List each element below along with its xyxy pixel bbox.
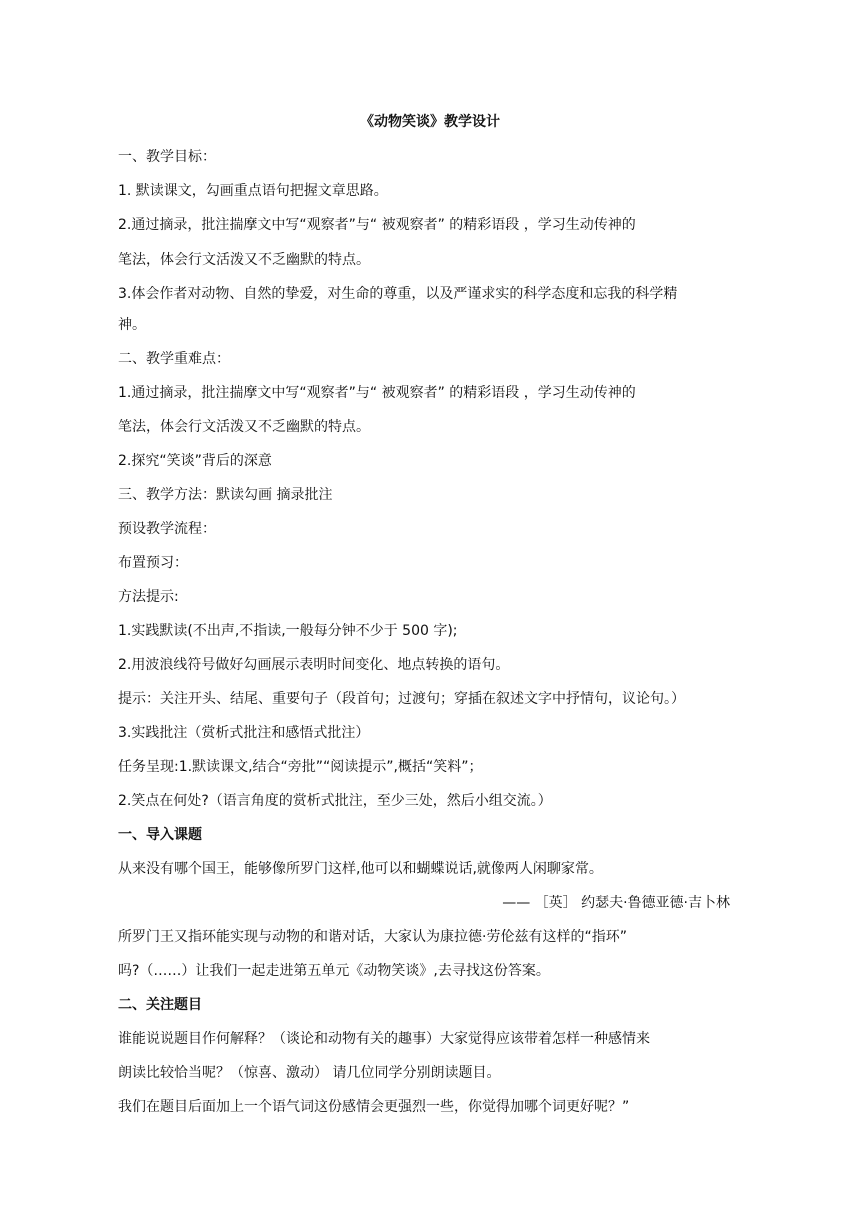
method-tip-2: 2.用波浪线符号做好勾画展示表明时间变化、地点转换的语句。 [118,657,510,673]
intro-paragraph-cont: 吗?（……）让我们一起走进第五单元《动物笑谈》,去寻找这份答案。 [118,963,550,979]
document-title: 《动物笑谈》教学设计 [360,114,500,130]
title-focus-paragraph-cont: 朗读比较恰当呢？（惊喜、激动） 请几位同学分别朗读题目。 [118,1065,501,1081]
section-heading-title-focus: 二、关注题目 [118,997,202,1013]
title-focus-paragraph: 谁能说说题目作何解释？（谈论和动物有关的趣事）大家觉得应该带着怎样一种感情来 [118,1031,650,1047]
method-tip-3: 3.实践批注（赏析式批注和感悟式批注） [118,725,370,741]
intro-paragraph: 所罗门王又指环能实现与动物的和谐对话，大家认为康拉德·劳伦兹有这样的“指环” [118,929,627,945]
hint-line: 提示：关注开头、结尾、重要句子（段首句；过渡句；穿插在叙述文字中抒情句，议论句。） [118,691,685,707]
objective-1: 1. 默读课文，勾画重点语句把握文章思路。 [118,183,388,199]
quote-line: 从来没有哪个国王，能够像所罗门这样,他可以和蝴蝶说话,就像两人闲聊家常。 [118,861,603,877]
task-line-1: 任务呈现:1.默读课文,结合“旁批”“阅读提示”,概括“笑料”； [118,759,483,775]
process-heading: 预设教学流程： [118,521,216,537]
quote-attribution: —— ［英］ 约瑟夫·鲁德亚德·吉卜林 [502,895,730,911]
task-line-2: 2.笑点在何处?（语言角度的赏析式批注，至少三处，然后小组交流。） [118,793,552,809]
objective-3-cont: 神。 [118,317,146,333]
method-tips-heading: 方法提示: [118,589,179,605]
objective-2: 2.通过摘录，批注揣摩文中写“观察者”与“ 被观察者” 的精彩语段 ，学习生动传神的 [118,217,636,233]
key-point-1-cont: 笔法，体会行文活泼又不乏幽默的特点。 [118,419,370,435]
preview-heading: 布置预习： [118,555,188,571]
section-heading-methods: 三、教学方法：默读勾画 摘录批注 [118,487,333,503]
method-tip-1: 1.实践默读(不出声,不指读,一般每分钟不少于 500 字); [118,623,458,639]
key-point-1: 1.通过摘录，批注揣摩文中写“观察者”与“ 被观察者” 的精彩语段 ，学习生动传神的 [118,385,636,401]
section-heading-intro: 一、导入课题 [118,827,202,843]
section-heading-key-points: 二、教学重难点： [118,351,230,367]
objective-2-cont: 笔法，体会行文活泼又不乏幽默的特点。 [118,252,370,268]
key-point-2: 2.探究“笑谈”背后的深意 [118,453,272,469]
objective-3: 3.体会作者对动物、自然的挚爱，对生命的尊重，以及严谨求实的科学态度和忘我的科学精 [118,286,678,302]
section-heading-objectives: 一、教学目标： [118,149,216,165]
title-focus-question: 我们在题目后面加上一个语气词这份感情会更强烈一些，你觉得加哪个词更好呢？” [118,1099,630,1115]
